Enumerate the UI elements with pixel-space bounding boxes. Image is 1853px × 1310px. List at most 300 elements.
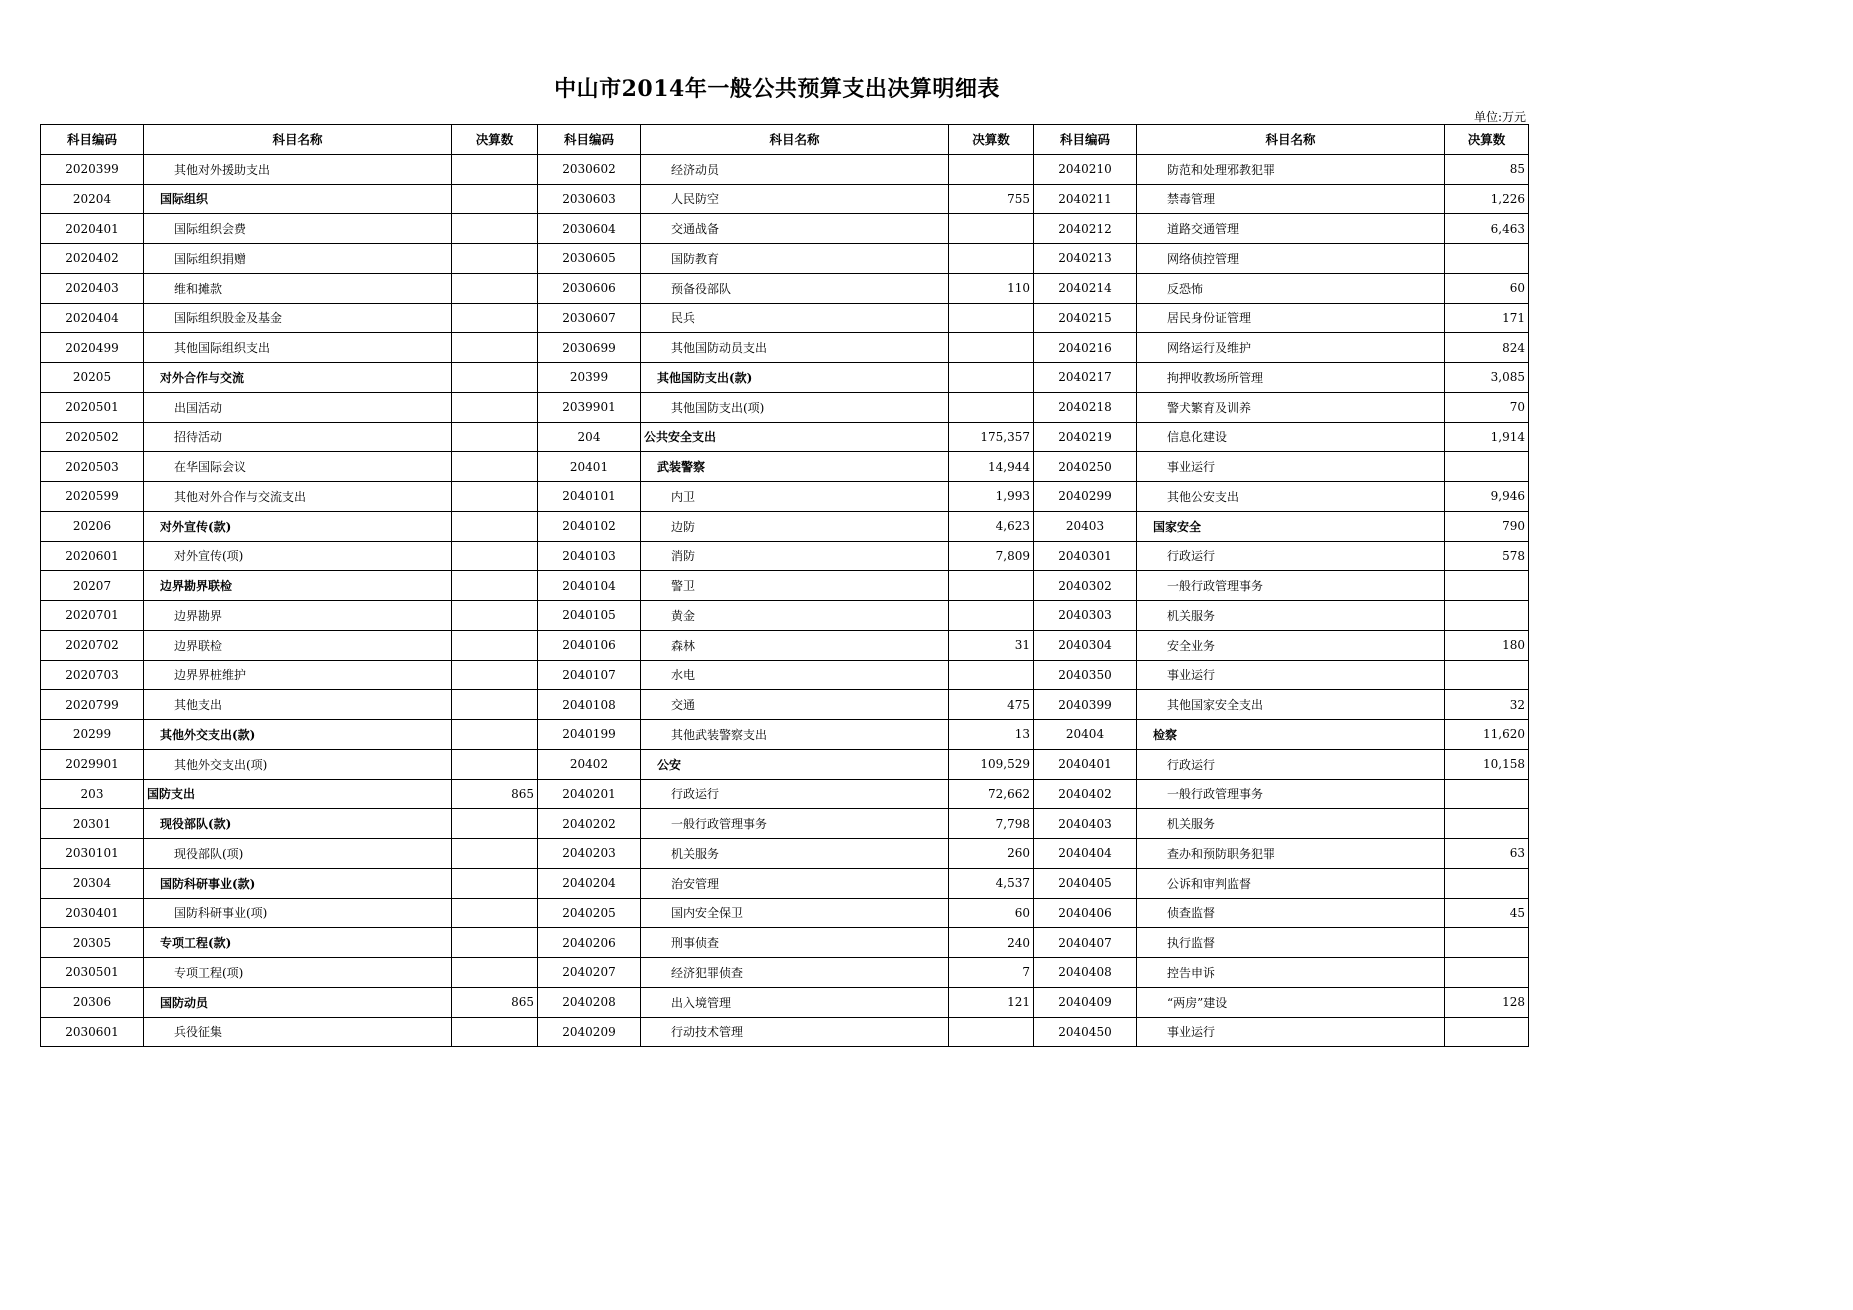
subject-code-cell: 2020403: [41, 273, 144, 303]
subject-code-cell: 2040304: [1034, 630, 1137, 660]
subject-name-cell: 出国活动: [144, 392, 452, 422]
subject-code-cell: 2030401: [41, 898, 144, 928]
subject-code-cell: 2040303: [1034, 601, 1137, 631]
final-amount-cell: 110: [949, 273, 1034, 303]
subject-code-cell: 2040212: [1034, 214, 1137, 244]
subject-name-cell: 经济犯罪侦查: [641, 958, 949, 988]
final-amount-cell: [452, 214, 538, 244]
subject-name-cell: 查办和预防职务犯罪: [1137, 839, 1445, 869]
subject-name-cell: 检察: [1137, 720, 1445, 750]
table-row: [41, 898, 1529, 928]
subject-code-cell: 2030604: [538, 214, 641, 244]
subject-name-cell: 水电: [641, 660, 949, 690]
subject-name-cell: 专项工程(款): [144, 928, 452, 958]
subject-code-cell: 2040301: [1034, 541, 1137, 571]
table-row: [41, 363, 1529, 393]
subject-name-cell: 一般行政管理事务: [641, 809, 949, 839]
final-amount-cell: 85: [1445, 154, 1529, 184]
final-amount-cell: 260: [949, 839, 1034, 869]
subject-name-cell: 国际组织捐赠: [144, 244, 452, 274]
table-row: [41, 958, 1529, 988]
subject-name-cell: 人民防空: [641, 184, 949, 214]
subject-code-cell: 2020401: [41, 214, 144, 244]
final-amount-cell: [1445, 244, 1529, 274]
subject-code-cell: 2040108: [538, 690, 641, 720]
final-amount-cell: [452, 1017, 538, 1047]
subject-code-cell: 20204: [41, 184, 144, 214]
header-code: 科目编码: [538, 125, 641, 155]
subject-name-cell: 国际组织股金及基金: [144, 303, 452, 333]
subject-code-cell: 2040210: [1034, 154, 1137, 184]
final-amount-cell: 171: [1445, 303, 1529, 333]
subject-code-cell: 2040407: [1034, 928, 1137, 958]
subject-name-cell: 维和摊款: [144, 273, 452, 303]
subject-code-cell: 2040205: [538, 898, 641, 928]
budget-table: [40, 124, 1529, 1047]
table-row: [41, 392, 1529, 422]
subject-name-cell: 其他国防支出(项): [641, 392, 949, 422]
table-row: [41, 244, 1529, 274]
subject-code-cell: 2040199: [538, 720, 641, 750]
subject-code-cell: 2020502: [41, 422, 144, 452]
final-amount-cell: [452, 541, 538, 571]
subject-code-cell: 2040206: [538, 928, 641, 958]
table-row: [41, 1017, 1529, 1047]
final-amount-cell: [949, 244, 1034, 274]
subject-code-cell: 2020601: [41, 541, 144, 571]
final-amount-cell: [949, 303, 1034, 333]
header-row: [41, 125, 1529, 155]
subject-code-cell: 20206: [41, 511, 144, 541]
final-amount-cell: [452, 630, 538, 660]
final-amount-cell: [452, 898, 538, 928]
subject-name-cell: 行动技术管理: [641, 1017, 949, 1047]
final-amount-cell: [452, 452, 538, 482]
subject-name-cell: 机关服务: [1137, 601, 1445, 631]
final-amount-cell: 180: [1445, 630, 1529, 660]
subject-code-cell: 20205: [41, 363, 144, 393]
subject-code-cell: 2030101: [41, 839, 144, 869]
header-amount: 决算数: [452, 125, 538, 155]
subject-code-cell: 2040408: [1034, 958, 1137, 988]
subject-code-cell: 20304: [41, 868, 144, 898]
final-amount-cell: 109,529: [949, 749, 1034, 779]
table-row: [41, 273, 1529, 303]
table-row: [41, 630, 1529, 660]
final-amount-cell: [452, 303, 538, 333]
subject-code-cell: 2020404: [41, 303, 144, 333]
final-amount-cell: [452, 154, 538, 184]
subject-name-cell: 事业运行: [1137, 1017, 1445, 1047]
subject-name-cell: 国际组织会费: [144, 214, 452, 244]
subject-code-cell: 20402: [538, 749, 641, 779]
subject-name-cell: 现役部队(款): [144, 809, 452, 839]
final-amount-cell: 128: [1445, 987, 1529, 1017]
final-amount-cell: 865: [452, 987, 538, 1017]
subject-name-cell: 国内安全保卫: [641, 898, 949, 928]
table-row: [41, 720, 1529, 750]
subject-name-cell: 控告申诉: [1137, 958, 1445, 988]
subject-name-cell: 事业运行: [1137, 660, 1445, 690]
subject-name-cell: 道路交通管理: [1137, 214, 1445, 244]
final-amount-cell: 1,993: [949, 482, 1034, 512]
subject-name-cell: 网络侦控管理: [1137, 244, 1445, 274]
subject-name-cell: 国防教育: [641, 244, 949, 274]
final-amount-cell: [1445, 660, 1529, 690]
subject-code-cell: 2040208: [538, 987, 641, 1017]
subject-name-cell: 招待活动: [144, 422, 452, 452]
subject-name-cell: 消防: [641, 541, 949, 571]
subject-name-cell: 对外宣传(款): [144, 511, 452, 541]
subject-name-cell: 武装警察: [641, 452, 949, 482]
subject-code-cell: 2040399: [1034, 690, 1137, 720]
subject-name-cell: 行政运行: [1137, 749, 1445, 779]
final-amount-cell: [452, 809, 538, 839]
final-amount-cell: [452, 273, 538, 303]
final-amount-cell: 865: [452, 779, 538, 809]
subject-code-cell: 2040219: [1034, 422, 1137, 452]
subject-code-cell: 2040403: [1034, 809, 1137, 839]
final-amount-cell: [452, 660, 538, 690]
subject-name-cell: 国防科研事业(款): [144, 868, 452, 898]
subject-name-cell: 国际组织: [144, 184, 452, 214]
final-amount-cell: [949, 601, 1034, 631]
subject-code-cell: 2029901: [41, 749, 144, 779]
final-amount-cell: [452, 184, 538, 214]
final-amount-cell: [452, 601, 538, 631]
subject-code-cell: 2020599: [41, 482, 144, 512]
subject-name-cell: 交通: [641, 690, 949, 720]
subject-code-cell: 2040450: [1034, 1017, 1137, 1047]
subject-name-cell: 侦查监督: [1137, 898, 1445, 928]
subject-code-cell: 2020799: [41, 690, 144, 720]
header-amount: 决算数: [949, 125, 1034, 155]
subject-name-cell: 其他对外合作与交流支出: [144, 482, 452, 512]
header-name: 科目名称: [1137, 125, 1445, 155]
final-amount-cell: 45: [1445, 898, 1529, 928]
subject-name-cell: 经济动员: [641, 154, 949, 184]
final-amount-cell: [1445, 601, 1529, 631]
subject-name-cell: 边界联检: [144, 630, 452, 660]
final-amount-cell: 7,798: [949, 809, 1034, 839]
subject-code-cell: 20306: [41, 987, 144, 1017]
subject-name-cell: 国防动员: [144, 987, 452, 1017]
final-amount-cell: [452, 720, 538, 750]
table-row: [41, 511, 1529, 541]
subject-code-cell: 2030601: [41, 1017, 144, 1047]
final-amount-cell: [1445, 958, 1529, 988]
table-row: [41, 749, 1529, 779]
final-amount-cell: 240: [949, 928, 1034, 958]
subject-code-cell: 2040406: [1034, 898, 1137, 928]
final-amount-cell: [452, 422, 538, 452]
final-amount-cell: 4,537: [949, 868, 1034, 898]
final-amount-cell: [1445, 928, 1529, 958]
unit-label: 单位:万元: [1473, 110, 1526, 124]
final-amount-cell: 175,357: [949, 422, 1034, 452]
subject-name-cell: 现役部队(项): [144, 839, 452, 869]
final-amount-cell: [949, 571, 1034, 601]
subject-name-cell: 民兵: [641, 303, 949, 333]
table-row: [41, 839, 1529, 869]
final-amount-cell: 31: [949, 630, 1034, 660]
table-row: [41, 928, 1529, 958]
final-amount-cell: [452, 392, 538, 422]
final-amount-cell: [1445, 452, 1529, 482]
subject-name-cell: 安全业务: [1137, 630, 1445, 660]
final-amount-cell: 475: [949, 690, 1034, 720]
subject-code-cell: 20299: [41, 720, 144, 750]
final-amount-cell: [452, 839, 538, 869]
subject-name-cell: 边界勘界: [144, 601, 452, 631]
subject-code-cell: 2040250: [1034, 452, 1137, 482]
subject-name-cell: 公共安全支出: [641, 422, 949, 452]
subject-name-cell: 对外宣传(项): [144, 541, 452, 571]
header-code: 科目编码: [1034, 125, 1137, 155]
subject-name-cell: 机关服务: [1137, 809, 1445, 839]
table-row: [41, 303, 1529, 333]
subject-code-cell: 2040204: [538, 868, 641, 898]
table-row: [41, 660, 1529, 690]
subject-name-cell: 其他公安支出: [1137, 482, 1445, 512]
subject-code-cell: 2040350: [1034, 660, 1137, 690]
subject-name-cell: 执行监督: [1137, 928, 1445, 958]
subject-code-cell: 2040209: [538, 1017, 641, 1047]
subject-name-cell: 公安: [641, 749, 949, 779]
table-row: [41, 690, 1529, 720]
subject-name-cell: 刑事侦查: [641, 928, 949, 958]
final-amount-cell: 755: [949, 184, 1034, 214]
subject-code-cell: 2040302: [1034, 571, 1137, 601]
final-amount-cell: [452, 511, 538, 541]
subject-name-cell: 其他外交支出(款): [144, 720, 452, 750]
header-amount: 决算数: [1445, 125, 1529, 155]
final-amount-cell: 3,085: [1445, 363, 1529, 393]
subject-name-cell: 专项工程(项): [144, 958, 452, 988]
subject-name-cell: 防范和处理邪教犯罪: [1137, 154, 1445, 184]
subject-name-cell: 兵役征集: [144, 1017, 452, 1047]
subject-code-cell: 20305: [41, 928, 144, 958]
subject-name-cell: 警卫: [641, 571, 949, 601]
subject-code-cell: 2020702: [41, 630, 144, 660]
subject-code-cell: 2030602: [538, 154, 641, 184]
final-amount-cell: [949, 333, 1034, 363]
subject-name-cell: 一般行政管理事务: [1137, 779, 1445, 809]
table-row: [41, 809, 1529, 839]
final-amount-cell: 7,809: [949, 541, 1034, 571]
subject-code-cell: 2040203: [538, 839, 641, 869]
final-amount-cell: [452, 868, 538, 898]
final-amount-cell: [452, 958, 538, 988]
table-row: [41, 482, 1529, 512]
subject-code-cell: 2020701: [41, 601, 144, 631]
subject-name-cell: 森林: [641, 630, 949, 660]
subject-code-cell: 2039901: [538, 392, 641, 422]
subject-code-cell: 2040215: [1034, 303, 1137, 333]
final-amount-cell: 6,463: [1445, 214, 1529, 244]
subject-code-cell: 2040216: [1034, 333, 1137, 363]
header-code: 科目编码: [41, 125, 144, 155]
table-row: [41, 987, 1529, 1017]
final-amount-cell: [1445, 779, 1529, 809]
subject-code-cell: 2020399: [41, 154, 144, 184]
subject-name-cell: 内卫: [641, 482, 949, 512]
subject-code-cell: 2040201: [538, 779, 641, 809]
subject-name-cell: 国家安全: [1137, 511, 1445, 541]
subject-name-cell: 预备役部队: [641, 273, 949, 303]
subject-name-cell: 其他国防支出(款): [641, 363, 949, 393]
subject-name-cell: 其他支出: [144, 690, 452, 720]
subject-name-cell: 反恐怖: [1137, 273, 1445, 303]
page-title: 中山市2014年一般公共预算支出决算明细表: [554, 76, 1000, 102]
table-row: [41, 868, 1529, 898]
final-amount-cell: [452, 690, 538, 720]
subject-name-cell: 对外合作与交流: [144, 363, 452, 393]
final-amount-cell: [452, 244, 538, 274]
final-amount-cell: 11,620: [1445, 720, 1529, 750]
subject-code-cell: 20207: [41, 571, 144, 601]
subject-code-cell: 2020501: [41, 392, 144, 422]
subject-name-cell: 事业运行: [1137, 452, 1445, 482]
final-amount-cell: 13: [949, 720, 1034, 750]
subject-code-cell: 2040218: [1034, 392, 1137, 422]
subject-code-cell: 2040107: [538, 660, 641, 690]
subject-code-cell: 2030699: [538, 333, 641, 363]
final-amount-cell: [452, 928, 538, 958]
final-amount-cell: 72,662: [949, 779, 1034, 809]
table-row: [41, 779, 1529, 809]
subject-code-cell: 2020703: [41, 660, 144, 690]
subject-code-cell: 2030607: [538, 303, 641, 333]
final-amount-cell: 121: [949, 987, 1034, 1017]
subject-code-cell: 2040404: [1034, 839, 1137, 869]
table-row: [41, 154, 1529, 184]
final-amount-cell: [1445, 1017, 1529, 1047]
subject-name-cell: 出入境管理: [641, 987, 949, 1017]
subject-code-cell: 20399: [538, 363, 641, 393]
subject-code-cell: 2040401: [1034, 749, 1137, 779]
final-amount-cell: [1445, 809, 1529, 839]
final-amount-cell: [452, 333, 538, 363]
final-amount-cell: [949, 660, 1034, 690]
subject-name-cell: 网络运行及维护: [1137, 333, 1445, 363]
subject-code-cell: 2040105: [538, 601, 641, 631]
subject-name-cell: 边界界桩维护: [144, 660, 452, 690]
subject-code-cell: 2030605: [538, 244, 641, 274]
header-name: 科目名称: [641, 125, 949, 155]
final-amount-cell: 14,944: [949, 452, 1034, 482]
subject-code-cell: 20404: [1034, 720, 1137, 750]
table-row: [41, 541, 1529, 571]
final-amount-cell: 790: [1445, 511, 1529, 541]
final-amount-cell: [949, 154, 1034, 184]
final-amount-cell: 824: [1445, 333, 1529, 363]
subject-code-cell: 20403: [1034, 511, 1137, 541]
final-amount-cell: 4,623: [949, 511, 1034, 541]
subject-name-cell: 行政运行: [1137, 541, 1445, 571]
subject-code-cell: 2030603: [538, 184, 641, 214]
final-amount-cell: 70: [1445, 392, 1529, 422]
subject-code-cell: 2030501: [41, 958, 144, 988]
subject-code-cell: 204: [538, 422, 641, 452]
subject-name-cell: 警犬繁育及训养: [1137, 392, 1445, 422]
subject-name-cell: 其他国防动员支出: [641, 333, 949, 363]
subject-name-cell: 边防: [641, 511, 949, 541]
subject-code-cell: 203: [41, 779, 144, 809]
subject-code-cell: 2040207: [538, 958, 641, 988]
final-amount-cell: 60: [1445, 273, 1529, 303]
subject-name-cell: 居民身份证管理: [1137, 303, 1445, 333]
subject-name-cell: 在华国际会议: [144, 452, 452, 482]
subject-code-cell: 2040402: [1034, 779, 1137, 809]
table-row: [41, 452, 1529, 482]
table-row: [41, 214, 1529, 244]
subject-code-cell: 2020503: [41, 452, 144, 482]
table-row: [41, 571, 1529, 601]
subject-name-cell: 行政运行: [641, 779, 949, 809]
final-amount-cell: [452, 571, 538, 601]
table-row: [41, 333, 1529, 363]
final-amount-cell: [1445, 571, 1529, 601]
final-amount-cell: [452, 749, 538, 779]
final-amount-cell: 60: [949, 898, 1034, 928]
subject-name-cell: 一般行政管理事务: [1137, 571, 1445, 601]
subject-name-cell: 拘押收教场所管理: [1137, 363, 1445, 393]
final-amount-cell: [452, 363, 538, 393]
subject-name-cell: 其他国际组织支出: [144, 333, 452, 363]
subject-name-cell: 机关服务: [641, 839, 949, 869]
final-amount-cell: [949, 363, 1034, 393]
final-amount-cell: 578: [1445, 541, 1529, 571]
subject-code-cell: 2040299: [1034, 482, 1137, 512]
subject-code-cell: 2020499: [41, 333, 144, 363]
subject-name-cell: 其他对外援助支出: [144, 154, 452, 184]
subject-code-cell: 2040213: [1034, 244, 1137, 274]
subject-name-cell: 黄金: [641, 601, 949, 631]
subject-name-cell: “两房”建设: [1137, 987, 1445, 1017]
subject-name-cell: 边界勘界联检: [144, 571, 452, 601]
final-amount-cell: 1,226: [1445, 184, 1529, 214]
final-amount-cell: 9,946: [1445, 482, 1529, 512]
subject-name-cell: 公诉和审判监督: [1137, 868, 1445, 898]
subject-name-cell: 交通战备: [641, 214, 949, 244]
table-row: [41, 422, 1529, 452]
table-body: [41, 154, 1529, 1047]
subject-code-cell: 2040102: [538, 511, 641, 541]
subject-code-cell: 2040211: [1034, 184, 1137, 214]
subject-code-cell: 2040202: [538, 809, 641, 839]
subject-code-cell: 2040101: [538, 482, 641, 512]
table-row: [41, 184, 1529, 214]
final-amount-cell: 7: [949, 958, 1034, 988]
subject-code-cell: 2020402: [41, 244, 144, 274]
subject-code-cell: 2040217: [1034, 363, 1137, 393]
subject-name-cell: 国防支出: [144, 779, 452, 809]
subject-name-cell: 禁毒管理: [1137, 184, 1445, 214]
final-amount-cell: [949, 214, 1034, 244]
subject-name-cell: 信息化建设: [1137, 422, 1445, 452]
final-amount-cell: [452, 482, 538, 512]
final-amount-cell: 32: [1445, 690, 1529, 720]
subject-name-cell: 其他国家安全支出: [1137, 690, 1445, 720]
subject-name-cell: 国防科研事业(项): [144, 898, 452, 928]
subject-name-cell: 其他外交支出(项): [144, 749, 452, 779]
final-amount-cell: 1,914: [1445, 422, 1529, 452]
subject-code-cell: 2030606: [538, 273, 641, 303]
final-amount-cell: [949, 1017, 1034, 1047]
table-row: [41, 601, 1529, 631]
subject-code-cell: 2040104: [538, 571, 641, 601]
